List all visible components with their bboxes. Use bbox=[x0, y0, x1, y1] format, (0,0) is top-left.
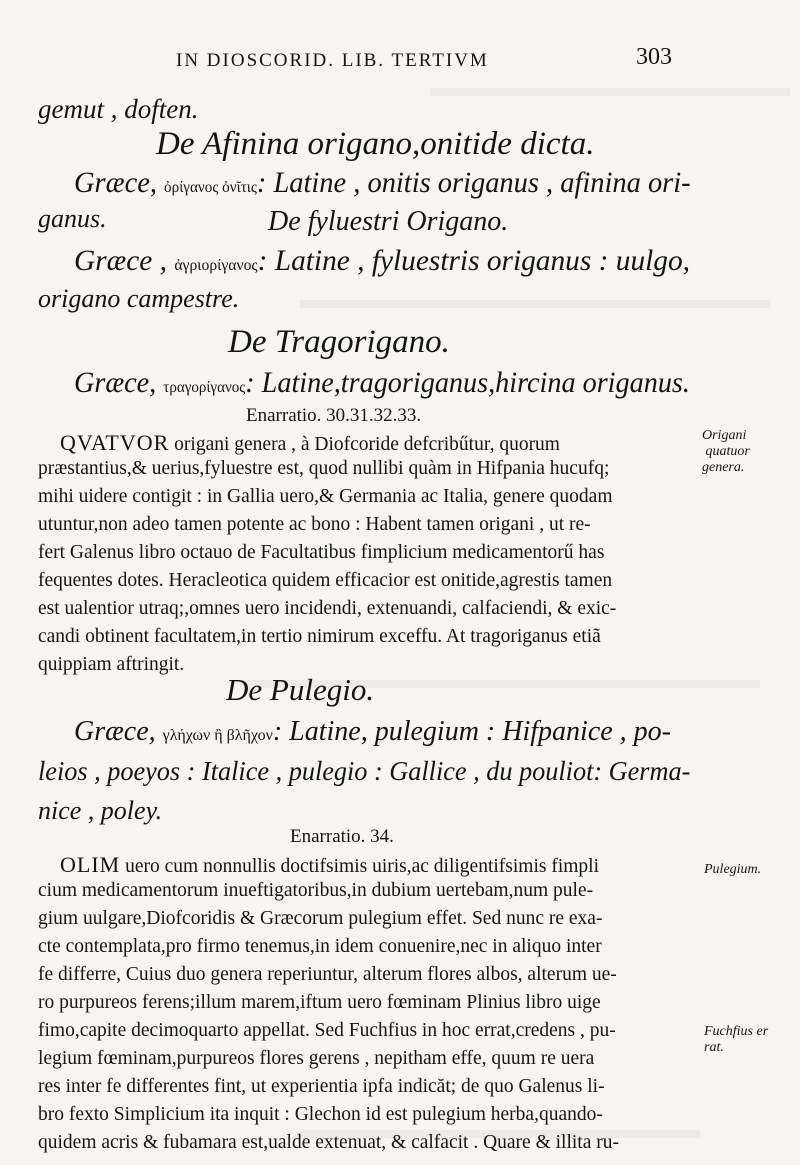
text-line: Græce , ἀγριορίγανος: Latine , fyluestris origanus : uulgo, bbox=[74, 244, 691, 277]
text-line: utuntur,non adeo tamen potente ac bono : Habent tamen origani , ut re- bbox=[38, 514, 591, 535]
page-number: 303 bbox=[636, 44, 672, 70]
text-line: fert Galenus libro octauo de Facultatibus fimplicium medicamentorű has bbox=[38, 542, 605, 563]
text-line: res inter fe differentes fint, ut experientia ipfa indicăt; de quo Galenus li- bbox=[38, 1076, 605, 1097]
text-line: quippiam aftringit. bbox=[38, 654, 185, 675]
text-line: cte contemplata,pro firmo tenemus,in idem conuenire,nec in aliquo inter bbox=[38, 936, 602, 957]
text-line: Græce, ὀρίγανος ὀνῖτις: Latine , onitis origanus , afinina ori- bbox=[74, 166, 691, 199]
text-line: bro fexto Simplicium ita inquit : Glechon id est pulegium herba,quando- bbox=[38, 1104, 603, 1125]
margin-note: Fuchfius er rat. bbox=[704, 1024, 769, 1055]
greek-term: ἀγριορίγανος bbox=[174, 257, 258, 274]
text-line: mihi uidere contigit : in Gallia uero,& Germania ac Italia, genere quodam bbox=[38, 486, 613, 507]
enarratio-heading: Enarratio. 34. bbox=[290, 826, 394, 847]
greek-term: γλήχων ἢ βλῆχον bbox=[162, 727, 273, 744]
text-line: fe differre, Cuius duo genera reperiuntur, alterum flores albos, alterum ue- bbox=[38, 964, 617, 985]
text-line: fimo,capite decimoquarto appellat. Sed Fuchfius in hoc errat,credens , pu- bbox=[38, 1020, 616, 1041]
text-line: ganus. bbox=[38, 204, 107, 233]
margin-note: Pulegium. bbox=[704, 862, 762, 877]
greek-term: τραγορίγανος bbox=[163, 379, 246, 396]
text-line: origano campestre. bbox=[38, 284, 240, 313]
text-line: præstantius,& uerius,fyluestre est, quod nullibi quàm in Hifpania hucufq; bbox=[38, 458, 610, 479]
section-heading: De Tragorigano. bbox=[228, 324, 450, 360]
section-heading: De fyluestri Origano. bbox=[268, 206, 509, 237]
text-line: quidem acris & fubamara est,ualde extenuat, & calfacit . Quare & illita ru- bbox=[38, 1132, 619, 1153]
section-heading: De Afinina origano,onitide dicta. bbox=[156, 126, 595, 162]
margin-note: Origani quatuor genera. bbox=[702, 428, 750, 475]
page-header bbox=[0, 40, 800, 76]
text-line: QVATVOR origani genera , à Diofcoride defcribűtur, quorum bbox=[60, 430, 560, 455]
text-line: OLIM uero cum nonnullis doctifsimis uiris,ac diligentifsimis fimpli bbox=[60, 852, 600, 877]
section-heading: De Pulegio. bbox=[226, 672, 375, 707]
greek-term: ὀρίγανος ὀνῖτις bbox=[164, 179, 257, 196]
show-through bbox=[300, 300, 770, 308]
running-head: IN DIOSCORID. LIB. TERTIVM bbox=[176, 50, 489, 71]
text-line: gemut , doften. bbox=[38, 94, 199, 124]
text-line: candi obtinent facultatem,in tertio nimirum exceffu. At tragoriganus etiã bbox=[38, 626, 601, 647]
text-line: nice , poley. bbox=[38, 796, 163, 825]
text-line: fequentes dotes. Heracleotica quidem efficacior est onitide,agrestis tamen bbox=[38, 570, 613, 591]
text-line: cium medicamentorum inueftigatoribus,in dubium uertebam,num pule- bbox=[38, 880, 594, 901]
text-line: legium fœminam,purpureos flores gerens , nepitham effe, quum re uera bbox=[38, 1048, 595, 1069]
text-line: Græce, τραγορίγανος: Latine,tragoriganus,hircina origanus. bbox=[74, 366, 690, 399]
text-line: gium uulgare,Diofcoridis & Græcorum pulegium effet. Sed nunc re exa- bbox=[38, 908, 603, 929]
enarratio-heading: Enarratio. 30.31.32.33. bbox=[246, 405, 422, 426]
text-line: est ualentior utraq;,omnes uero incidendi, extenuandi, calfaciendi, & exic- bbox=[38, 598, 617, 619]
text-line: leios , poeyos : Italice , pulegio : Gallice , du pouliot: Germa- bbox=[38, 756, 691, 786]
text-line: ro purpureos ferens;illum marem,iftum uero fœminam Plinius libro uige bbox=[38, 992, 601, 1013]
show-through bbox=[430, 88, 790, 96]
text-line: Græce, γλήχων ἢ βλῆχον: Latine, pulegium : Hifpanice , po- bbox=[74, 716, 671, 747]
